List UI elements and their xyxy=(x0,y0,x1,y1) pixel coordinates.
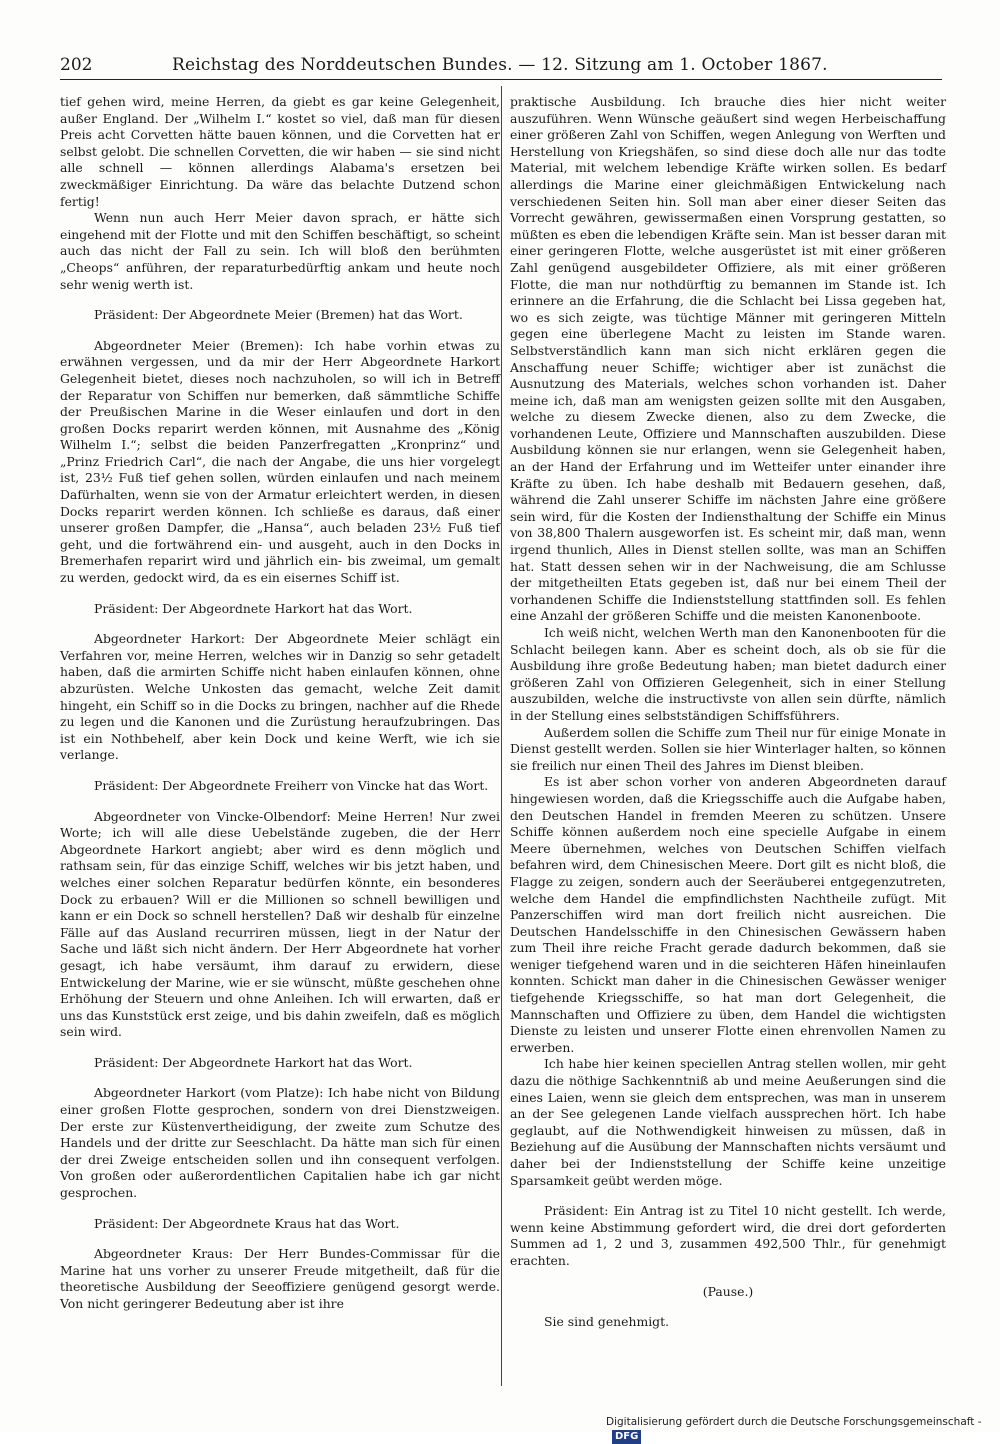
speaker-paragraph: Präsident: Der Abgeordnete Kraus hat das Wort. xyxy=(94,1215,400,1231)
speaker-paragraph: Abgeordneter Harkort (vom Platze): Ich habe nicht von Bildung einer großen Flotte gesprochen, sondern von drei Dienstzweigen. Der erste zur Küstenvertheidigung, der zweite zum Schutze des Handels und der dritte zur Seeschlacht. Da hätte man sich für einen der drei Zweige entscheiden sollen und ihn consequent verfolgen. Von großen oder außerordentlichen Capitalien habe ich gar nicht gesprochen. xyxy=(60,1085,500,1201)
paragraph: Ich weiß nicht, welchen Werth man den Kanonenbooten für die Schlacht beilegen kann. Aber es scheint doch, als ob sie für die Ausbildung ihre große Bedeutung haben; man bietet dadurch einer größeren Zahl von Offizieren Gelegenheit, sich in einer Stellung auszubilden, welche die instructivste von allen sein dürfte, nämlich in der Stellung eines selbstständigen Schiffsführers. xyxy=(510,625,946,723)
header-rule xyxy=(60,79,942,80)
speaker-paragraph: Abgeordneter Meier (Bremen): Ich habe vorhin etwas zu erwähnen vergessen, und da mir der Herr Abgeordnete Harkort Gelegenheit bietet, dieses noch nachzuholen, so will ich in Betreff der Reparatur von Schiffen nur bemerken, daß sämmtliche Schiffe der Preußischen Marine in die Weser einlaufen und dort in den großen Docks reparirt werden können, mit Ausnahme des „König Wilhelm I.“; selbst die beiden Panzerfregatten „Kronprinz“ und „Prinz Friedrich Carl“, die nach der Angabe, die uns hier vorgelegt ist, 23½ Fuß tief gehen sollen, würden einlaufen und nach meinem Dafürhalten, wenn sie von der Armatur erleichtert werden, in diesen Docks reparirt werden können. Ich schließe es daraus, daß einer unserer großen Dampfer, die „Hansa“, auch beladen 23½ Fuß tief geht, und die fortwährend ein- und ausgeht, auch in den Docks in Bremerhafen reparirt wird und jährlich ein- bis zweimal, um gemalt zu werden, gedockt wird, da es ein eisernes Schiff ist. xyxy=(60,337,500,586)
pause-note: (Pause.) xyxy=(702,1283,754,1299)
speaker-paragraph: Präsident: Der Abgeordnete Harkort hat das Wort. xyxy=(94,600,413,616)
column-divider xyxy=(501,86,502,1386)
left-column xyxy=(60,94,500,1313)
speaker-paragraph: Abgeordneter Kraus: Der Herr Bundes-Commissar für die Marine hat uns vorher zu unserer Freude mitgetheilt, daß für die theoretische Ausbildung der Seeoffiziere genügend gesorgt werde. Von nicht geringerer Bedeutung aber ist ihre xyxy=(60,1246,500,1311)
closing-line: Sie sind genehmigt. xyxy=(544,1314,670,1330)
speaker-paragraph: Präsident: Der Abgeordnete Freiherr von Vincke hat das Wort. xyxy=(94,777,489,793)
paragraph: praktische Ausbildung. Ich brauche dies hier nicht weiter auszuführen. Wenn Wünsche geäußert sind wegen Herbeischaffung einer größeren Zahl von Schiffen, wegen Anlegung von Werften und Herstellung von Kriegshäfen, so sind diese doch alle nur das todte Material, mit welchem lebendige Kräfte wirken sollen. Es bedarf allerdings die Marine einer gleichmäßigen Entwickelung nach verschiedenen Seiten hin. Soll man aber einer dieser Seiten das Vorrecht gewähren, gewissermaßen einen Vorsprung gestatten, so müßten es eben die lebendigen Kräfte sein. Man ist besser daran mit einer geringeren Flotte, welche ausgerüstet ist mit einer größeren Zahl genügend ausgebildeter Offiziere, als mit einer größeren Flotte, die man nur nothdürftig zu bemannen im Stande ist. Ich erinnere an die Erfahrung, die die Schlacht bei Lissa gegeben hat, wo es sich zeigte, was tüchtige Männer mit geringeren Mitteln gegen eine überlegene Macht zu leisten im Stande waren. Selbstverständlich kann man sich nicht erklären gegen die Anschaffung neuer Schiffe; wichtiger aber ist zunächst die Ausnutzung des Materials, welches schon vorhanden ist. Daher meine ich, daß man am wenigsten geizen sollte mit den Ausgaben, welche zu diesem Zwecke dienen, also zu dem Zwecke, die vorhandenen Leute, Offiziere und Mannschaften auszubilden. Diese Ausbildung können sie nur erlangen, wenn sie Gelegenheit haben, an der Hand der Erfahrung und im Wetteifer unter einander ihre Kräfte zu üben. Ich habe deshalb mit Bedauern gesehen, daß, während die Zahl unserer Schiffe im nächsten Jahre eine größere sein wird, für die Kosten der Indiensthaltung der Schiffe ein Minus von 38,800 Thalern ausgeworfen ist. Es scheint mir, daß man, wenn irgend thunlich, Alles in Dienst stellen sollte, was man an Schiffen hat. Statt dessen sehen wir in der Nachweisung, die am Schlusse der mitgetheilten Etats gegeben ist, daß nur bei einem Theil der vorhandenen Schiffe die Indienststellung stattfinden soll. Es fehlen eine Anzahl der größeren Schiffe und die meisten Kanonenboote. xyxy=(510,94,946,624)
speaker-paragraph: Abgeordneter Harkort: Der Abgeordnete Meier schlägt ein Verfahren vor, meine Herren, welches wir in Danzig so sehr getadelt haben, daß die armirten Schiffe nicht haben einlaufen können, ohne abzurüsten. Welche Unkosten das gemacht, welche Zeit damit hingeht, ein Schiff so in die Docks zu bringen, nachher auf die Rhede zu legen und die Kanonen und die Zurüstung heraufzubringen. Das ist ein Nothbehelf, aber kein Dock und keine Werft, wie ich sie verlange. xyxy=(60,631,500,763)
speaker-paragraph: Präsident: Der Abgeordnete Meier (Bremen) hat das Wort. xyxy=(94,307,463,323)
paragraph: Es ist aber schon vorher von anderen Abgeordneten darauf hingewiesen worden, daß die Kriegsschiffe auch die Aufgabe haben, den Deutschen Handel in fremden Meeren zu schützen. Unsere Schiffe können außerdem noch eine specielle Aufgabe in einem Meere übernehmen, welches von Deutschen Schiffen vielfach befahren wird, dem Chinesischen Meere. Dort gilt es nicht bloß, die Flagge zu zeigen, sondern auch der Seeräuberei entgegenzutreten, welche dem Handel die empfindlichsten Nachtheile zufügt. Mit Panzerschiffen wird man dort freilich nicht ausreichen. Die Deutschen Handelsschiffe in den Chinesischen Gewässern haben zum Theil ihre reiche Fracht gerade dadurch bekommen, daß sie weniger tiefgehend waren und in die seichteren Häfen hineinlaufen konnten. Schickt man daher in die Chinesischen Gewässer weniger tiefgehende Kriegsschiffe, so hat man dort Gelegenheit, die Mannschaften und Offiziere zu üben, dem Handel die wichtigsten Dienste zu leisten und unserer Flotte einen ehrenvollen Namen zu erwerben. xyxy=(510,774,946,1055)
speaker-paragraph: Präsident: Der Abgeordnete Harkort hat das Wort. xyxy=(94,1054,413,1070)
page-header xyxy=(60,54,942,78)
running-title: Reichstag des Norddeutschen Bundes. — 12. Sitzung am 1. October 1867. xyxy=(172,55,828,75)
paragraph: Außerdem sollen die Schiffe zum Theil nur für einige Monate in Dienst gestellt werden. Sollen sie hier Winterlager halten, so können sie freilich nur einen Theil des Jahres im Dienst bleiben. xyxy=(510,724,946,773)
page-number: 202 xyxy=(60,55,93,75)
digitization-footer xyxy=(606,1415,994,1442)
dfg-logo: DFG xyxy=(612,1430,641,1444)
right-column xyxy=(510,94,946,1331)
speaker-paragraph: Abgeordneter von Vincke-Olbendorf: Meine Herren! Nur zwei Worte; ich will alle diese Uebelstände zugeben, die der Herr Abgeordnete Harkort angiebt; aber wird es denn möglich und rathsam sein, für das einzige Schiff, welches wir bis jetzt haben, und welches einer solchen Reparatur bedürfen könnte, ein besonderes Dock zu erbauen? Will er die Millionen so schnell bewilligen und kann er ein Dock so schnell herstellen? Daß wir deshalb für einzelne Fälle auf das Ausland recurriren müssen, liegt in der Natur der Sache und läßt sich nicht ändern. Der Herr Abgeordnete hat vorher gesagt, ich habe versäumt, ihm darauf zu erwidern, diese Entwickelung der Marine, wie er sie wünscht, müßte geschehen ohne Erhöhung der Steuern und ohne Anleihen. Ich will erwarten, daß er uns das Kunststück erst zeige, und bis dahin zweifeln, daß es möglich sein wird. xyxy=(60,808,500,1040)
footer-text: Digitalisierung gefördert durch die Deutsche Forschungsgemeinschaft - xyxy=(606,1416,982,1428)
speaker-paragraph: Präsident: Ein Antrag ist zu Titel 10 nicht gestellt. Ich werde, wenn keine Abstimmung gefordert wird, die drei dort geforderten Summen ad 1, 2 und 3, zusammen 492,500 Thlr., für genehmigt erachten. xyxy=(510,1203,946,1268)
paragraph: Wenn nun auch Herr Meier davon sprach, er hätte sich eingehend mit der Flotte und mit den Schiffen beschäftigt, so scheint auch das nicht der Fall zu sein. Ich will bloß den berühmten „Cheops“ anführen, der reparaturbedürftig ankam und heute noch sehr wenig werth ist. xyxy=(60,210,500,292)
paragraph: Ich habe hier keinen speciellen Antrag stellen wollen, mir geht dazu die nöthige Sachkenntniß ab und meine Aeußerungen sind die eines Laien, wenn sie gleich dem entsprechen, was man in unserem an der See gelegenen Lande vielfach aussprechen hört. Ich habe geglaubt, auf die Nothwendigkeit hinweisen zu müssen, daß in Beziehung auf die Ausübung der Mannschaften nichts versäumt und daher bei der Indienststellung der Schiffe keine unzeitige Sparsamkeit geübt werden möge. xyxy=(510,1056,946,1188)
paragraph: tief gehen wird, meine Herren, da giebt es gar keine Gelegenheit, außer England. Der „Wilhelm I.“ kostet so viel, daß man für diesen Preis acht Corvetten hätte bauen können, und die Corvetten hat er selbst gelobt. Die schnellen Corvetten, die wir haben — sie sind nicht alle schnell — können allerdings Alabama's ersetzen bei zweckmäßiger Einrichtung. Da wäre das belachte Dutzend schon fertig! xyxy=(60,94,500,209)
